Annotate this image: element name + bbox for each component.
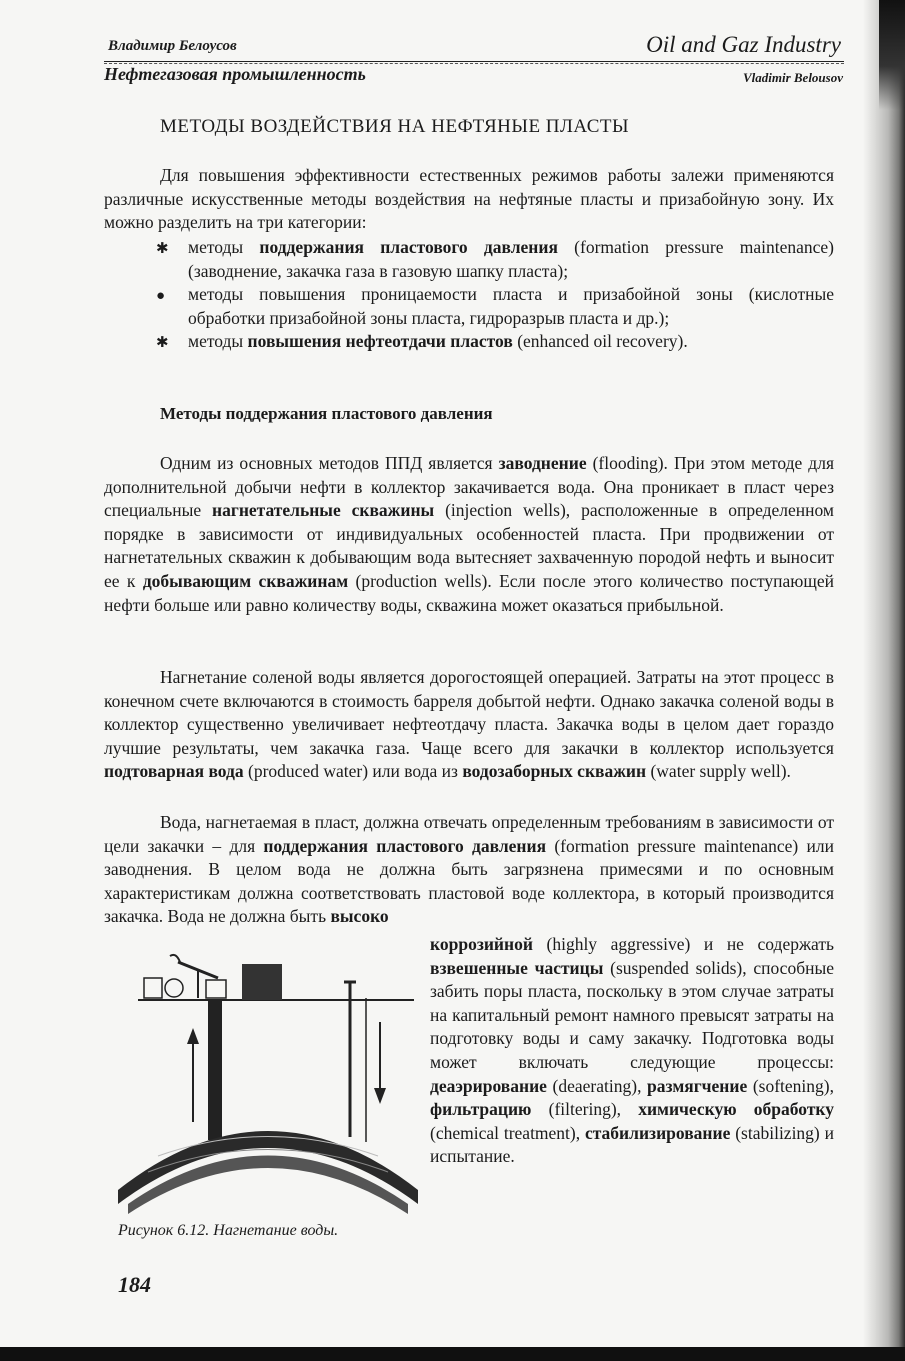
bullet-icon: ✱ xyxy=(156,335,169,352)
methods-list xyxy=(104,236,834,354)
bottom-edge xyxy=(0,1347,905,1361)
paragraph-treatment: коррозийной (highly aggressive) и не содержать взвешенные частицы (suspended solids), способные забить поры пласта, поскольку в этом случае затраты на капитальный ремонт намного превысят затраты на подготовку воды и саму закачку. Подготовка воды может включать следующие процессы: деаэрирование (deaerating), размягчение (softening), фильтрацию (filtering), химическую обработку (chemical treatment), стабилизирование (stabilizing) и испытание. xyxy=(430,934,834,1167)
header-book-ru: Нефтегазовая промышленность xyxy=(104,64,366,84)
paragraph-requirements: Вода, нагнетаемая в пласт, должна отвечать определенным требованиям в зависимости от цели закачки – для поддержания пластового давления (formation pressure maintenance) или заводнения. В целом вода не должна быть загрязнена примесями и по основным характеристикам должна соответствовать пластовой воде коллектора, в который производится закачка. Вода не должна быть высоко xyxy=(104,812,834,927)
wellhead-icon xyxy=(242,964,282,1000)
header-book-en: Oil and Gaz Industry xyxy=(646,32,841,57)
header-rule xyxy=(104,61,844,62)
page-binding-shadow xyxy=(863,0,905,1361)
page-number: 184 xyxy=(118,1272,151,1297)
page-corner-shadow xyxy=(879,0,905,110)
figure-caption: Рисунок 6.12. Нагнетание воды. xyxy=(118,1222,339,1239)
paragraph-saltwater: Нагнетание соленой воды является дорогостоящей операцией. Затраты на этот процесс в конечном счете включаются в стоимость барреля добытой нефти. Однако закачка соленой воды в коллектор существенно увеличивает нефтеотдачу пласта. Закачка воды в целом дает гораздо лучшие результаты, чем закачка газа. Чаще всего для закачки в коллектор используется подтоварная вода (produced water) или вода из водозаборных скважин (water supply well). xyxy=(104,667,834,782)
list-item: ● методы повышения проницаемости пласта и призабойной зоны (кислотные обработки призабойной зоны пласта, гидроразрыв пласта и др.); xyxy=(156,284,834,328)
tanks-icon xyxy=(144,978,183,998)
up-arrow-icon xyxy=(187,1028,199,1122)
down-arrow-icon xyxy=(374,1022,386,1104)
page-title: МЕТОДЫ ВОЗДЕЙСТВИЯ НА НЕФТЯНЫЕ ПЛАСТЫ xyxy=(160,116,630,137)
bullet-icon: ● xyxy=(156,288,166,305)
list-item: ✱ методы повышения нефтеотдачи пластов (enhanced oil recovery). xyxy=(104,330,834,354)
production-well xyxy=(208,1000,222,1140)
intro-paragraph: Для повышения эффективности естественных режимов работы залежи применяются различные искусственные методы воздействия на нефтяные пласты и призабойную зону. Их можно разделить на три категории: xyxy=(104,165,834,233)
bullet-icon: ✱ xyxy=(156,241,169,257)
pumpjack-icon xyxy=(170,955,226,998)
reservoir-icon xyxy=(118,1131,418,1214)
paragraph-flooding: Одним из основных методов ППД является заводнение (flooding). При этом методе для дополнительной добычи нефти в коллектор закачивается вода. Она проникает в пласт через специальные нагнетательные скважины (injection wells), расположенные в определенном порядке в зависимости от индивидуальных особенностей пласта. При продвижении от нагнетательных скважин к добывающим вода вытесняет захваченную породой нефть и выносит ее к добывающим скважинам (production wells). Если после этого количество поступающей нефти больше или равно количеству воды, скважина может оказаться прибыльной. xyxy=(104,453,834,615)
list-item: ✱ методы поддержания пластового давления (formation pressure maintenance) (заводнение, закачка газа в газовую шапку пласта); xyxy=(156,237,834,281)
header-author-ru: Владимир Белоусов xyxy=(108,38,237,54)
water-injection-figure xyxy=(118,942,418,1217)
header-author-en: Vladimir Belousov xyxy=(742,70,843,85)
section-subheading: Методы поддержания пластового давления xyxy=(160,404,493,423)
water-injection-diagram xyxy=(118,942,418,1217)
